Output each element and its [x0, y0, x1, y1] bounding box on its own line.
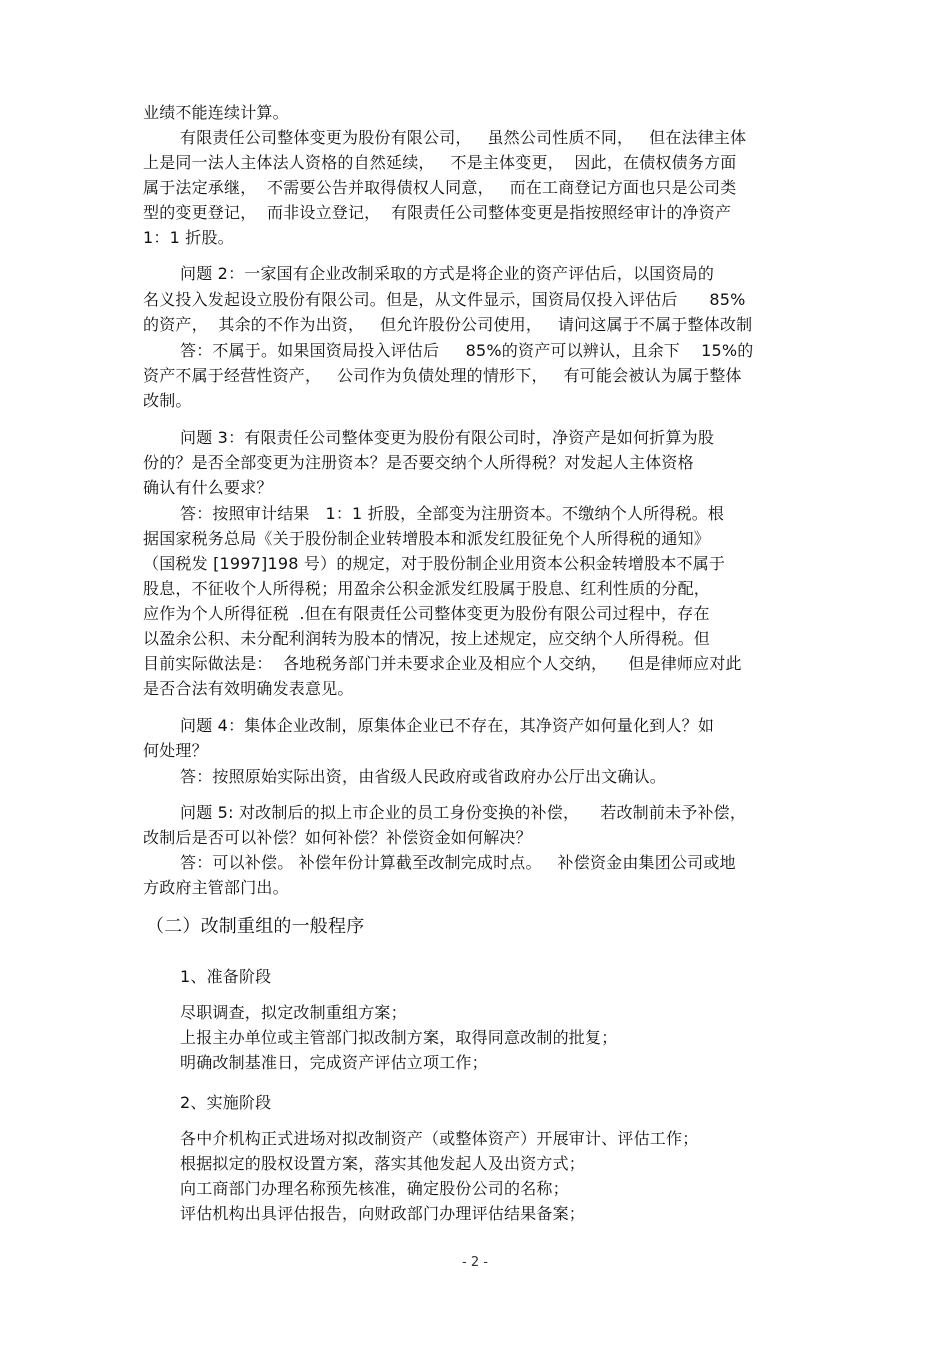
text-line: 明确改制基准日，完成资产评估立项工作；: [180, 1053, 488, 1072]
text-line: 目前实际做法是： 各地税务部门并未要求企业及相应个人交纳， 但是律师应对此: [143, 654, 742, 673]
text-line: 答：不属于。如果国资局投入评估后 85%的资产可以辨认，且余下 15%的: [180, 341, 754, 360]
text-line: 问题 4：集体企业改制，原集体企业已不存在，其净资产如何量化到人？如: [180, 716, 715, 735]
text-line: 尽职调查，拟定改制重组方案；: [180, 1003, 407, 1022]
text-line: 问题 5: 对改制后的拟上市企业的员工身份变换的补偿， 若改制前未予补偿，: [180, 803, 747, 822]
text-line: 股息，不征收个人所得税；用盈余公积金派发红股属于股息、红利性质的分配，: [143, 579, 711, 598]
text-line: 上报主办单位或主管部门拟改制方案，取得同意改制的批复；: [180, 1028, 618, 1047]
text-line: （国税发 [1997]198 号）的规定，对于股份制企业用资本公积金转增股本不属于: [143, 554, 726, 573]
text-line: 改制后是否可以补偿？如何补偿？补偿资金如何解决？: [143, 828, 532, 847]
text-line: 改制。: [143, 391, 192, 410]
text-line: 答：按照审计结果 1：1 折股，全部变为注册资本。不缴纳个人所得税。根: [180, 504, 725, 523]
text-line: 各中介机构正式进场对拟改制资产（或整体资产）开展审计、评估工作；: [180, 1129, 699, 1148]
text-line: 的资产， 其余的不作为出资， 但允许股份公司使用， 请问这属于不属于整体改制: [143, 315, 753, 334]
text-line: 份的？是否全部变更为注册资本？是否要交纳个人所得税？对发起人主体资格: [143, 453, 694, 472]
text-line: 属于法定承继， 不需要公告并取得债权人同意， 而在工商登记方面也只是公司类: [143, 178, 737, 197]
text-line: 以盈余公积、未分配利润转为股本的情况，按上述规定，应交纳个人所得税。但: [143, 629, 711, 648]
text-line: 评估机构出具评估报告，向财政部门办理评估结果备案；: [180, 1204, 586, 1223]
text-line: 向工商部门办理名称预先核准，确定股份公司的名称；: [180, 1179, 569, 1198]
text-line: 据国家税务总局《关于股份制企业转增股本和派发红股征免个人所得税的通知》: [143, 529, 711, 548]
text-line: 答：按照原始实际出资，由省级人民政府或省政府办公厅出文确认。: [180, 767, 667, 786]
text-line: 是否合法有效明确发表意见。: [143, 679, 354, 698]
text-line: 1：1 折股。: [143, 228, 234, 247]
text-line: 问题 3：有限责任公司整体变更为股份有限公司时，净资产是如何折算为股: [180, 428, 715, 447]
text-line: 答：可以补偿。 补偿年份计算截至改制完成时点。 补偿资金由集团公司或地: [180, 853, 736, 872]
text-line: 方政府主管部门出。: [143, 878, 289, 897]
text-line: 根据拟定的股权设置方案，落实其他发起人及出资方式；: [180, 1154, 586, 1173]
subsection-heading: 1、准备阶段: [180, 967, 272, 986]
text-line: 有限责任公司整体变更为股份有限公司， 虽然公司性质不同， 但在法律主体: [180, 128, 747, 147]
text-line: 应作为个人所得征税 .但在有限责任公司整体变更为股份有限公司过程中，存在: [143, 604, 710, 623]
text-line: 资产不属于经营性资产， 公司作为负债处理的情形下， 有可能会被认为属于整体: [143, 366, 742, 385]
text-line: 上是同一法人主体法人资格的自然延续， 不是主体变更， 因此，在债权债务方面: [143, 153, 737, 172]
text-line: 名义投入发起设立股份有限公司。但是，从文件显示，国资局仅投入评估后 85%: [143, 290, 746, 309]
text-line: 何处理？: [143, 741, 208, 760]
text-line: 确认有什么要求？: [143, 478, 273, 497]
page-number: - 2 -: [462, 1255, 488, 1270]
section-heading: （二）改制重组的一般程序: [146, 916, 365, 937]
text-line: 业绩不能连续计算。: [143, 103, 289, 122]
text-line: 问题 2：一家国有企业改制采取的方式是将企业的资产评估后，以国资局的: [180, 264, 715, 283]
subsection-heading: 2、实施阶段: [180, 1093, 272, 1112]
text-line: 型的变更登记， 而非设立登记， 有限责任公司整体变更是指按照经审计的净资产: [143, 203, 732, 222]
